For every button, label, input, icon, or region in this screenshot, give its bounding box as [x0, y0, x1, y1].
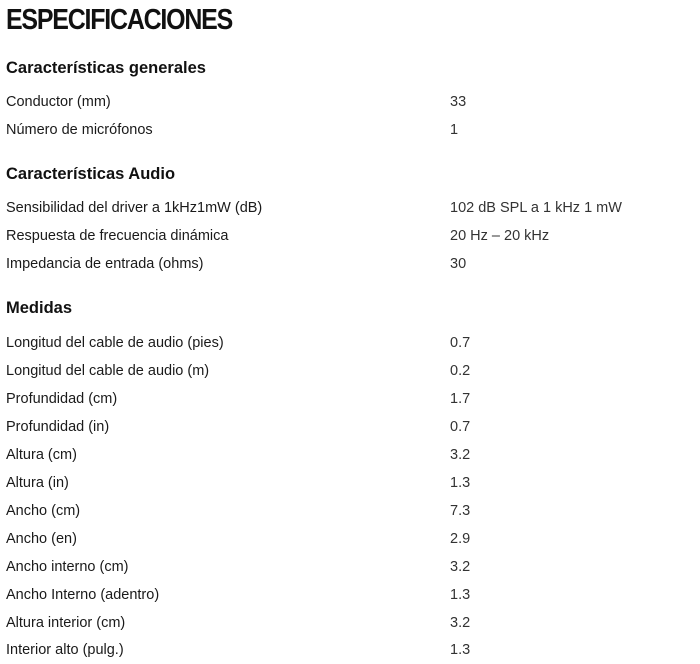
spec-label: Altura interior (cm)	[6, 615, 126, 631]
spec-label: Respuesta de frecuencia dinámica	[6, 228, 229, 244]
spec-row	[6, 525, 694, 553]
spec-value: 0.7	[450, 335, 471, 351]
spec-value: 2.9	[450, 531, 471, 547]
spec-row	[6, 581, 694, 609]
spec-row	[6, 609, 694, 637]
spec-row	[6, 222, 694, 250]
spec-value: 102 dB SPL a 1 kHz 1 mW	[450, 200, 622, 216]
spec-label: Altura (cm)	[6, 447, 77, 463]
spec-value: 0.7	[450, 419, 471, 435]
spec-row	[6, 469, 694, 497]
spec-label: Altura (in)	[6, 475, 69, 491]
spec-label: Longitud del cable de audio (pies)	[6, 335, 224, 351]
spec-label: Profundidad (cm)	[6, 391, 118, 407]
spec-label: Profundidad (in)	[6, 419, 110, 435]
spec-label: Ancho (cm)	[6, 503, 81, 519]
spec-value: 3.2	[450, 559, 471, 575]
spec-value: 1.7	[450, 391, 471, 407]
section-heading-general: Características generales	[6, 59, 206, 77]
spec-label: Ancho Interno (adentro)	[6, 587, 160, 603]
spec-row	[6, 250, 694, 278]
spec-label: Interior alto (pulg.)	[6, 642, 124, 658]
spec-row	[6, 329, 694, 357]
spec-row	[6, 636, 694, 664]
spec-value: 33	[450, 94, 467, 110]
spec-value: 3.2	[450, 615, 471, 631]
spec-row	[6, 88, 694, 116]
spec-label: Conductor (mm)	[6, 94, 111, 110]
spec-value: 7.3	[450, 503, 471, 519]
spec-row	[6, 385, 694, 413]
spec-value: 0.2	[450, 363, 471, 379]
spec-row	[6, 194, 694, 222]
spec-label: Sensibilidad del driver a 1kHz1mW (dB)	[6, 200, 263, 216]
spec-label: Longitud del cable de audio (m)	[6, 363, 210, 379]
spec-value: 20 Hz – 20 kHz	[450, 228, 550, 244]
spec-row	[6, 553, 694, 581]
section-heading-measurements: Medidas	[6, 299, 73, 317]
spec-label: Ancho interno (cm)	[6, 559, 129, 575]
spec-value: 30	[450, 256, 467, 272]
spec-label: Impedancia de entrada (ohms)	[6, 256, 204, 272]
spec-value: 1.3	[450, 475, 471, 491]
section-heading-audio: Características Audio	[6, 165, 176, 183]
spec-row	[6, 497, 694, 525]
spec-value: 1.3	[450, 587, 471, 603]
spec-label: Número de micrófonos	[6, 122, 153, 138]
spec-value: 1	[450, 122, 459, 138]
spec-row	[6, 116, 694, 144]
spec-label: Ancho (en)	[6, 531, 77, 547]
spec-row	[6, 413, 694, 441]
spec-value: 1.3	[450, 642, 471, 658]
page-title: ESPECIFICACIONES	[6, 4, 233, 36]
spec-row	[6, 357, 694, 385]
spec-row	[6, 441, 694, 469]
spec-value: 3.2	[450, 447, 471, 463]
